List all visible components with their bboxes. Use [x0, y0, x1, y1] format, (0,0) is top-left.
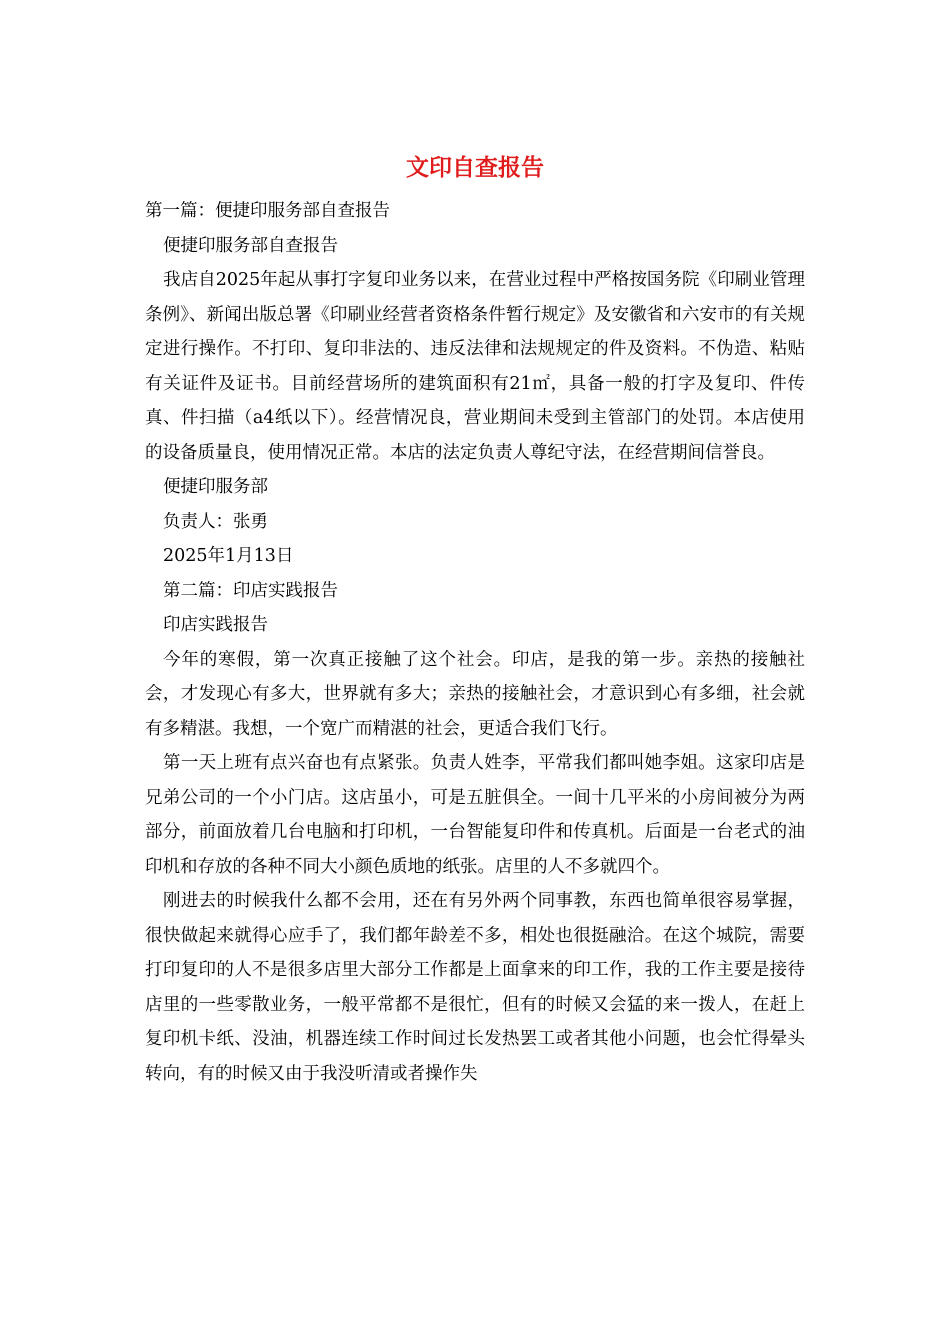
document-title: 文印自查报告 [406, 154, 544, 181]
paragraph: 第一天上班有点兴奋也有点紧张。负责人姓李，平常我们都叫她李姐。这家印店是兄弟公司的一个小门店。这店虽小，可是五脏俱全。一间十几平米的小房间被分为两部分，前面放着几台电脑和打印机，一台智能复印件和传真机。后面是一台老式的油印机和存放的各种不同大小颜色质地的纸张。店里的人不多就四个。 [145, 753, 805, 877]
subtitle-1: 便捷印服务部自查报告 [163, 235, 338, 256]
signature-org: 便捷印服务部 [163, 477, 268, 497]
subtitle-2: 印店实践报告 [163, 615, 268, 635]
paragraph: 今年的寒假，第一次真正接触了这个社会。印店，是我的第一步。亲热的接触社会，才发现心有多大，世界就有多大；亲热的接触社会，才意识到心有多细，社会就有多精湛。我想，一个宽广而精湛的社会，更适合我们飞行。 [145, 649, 805, 739]
paragraph: 刚进去的时候我什么都不会用，还在有另外两个同事教，东西也简单很容易掌握，很快做起来就得心应手了，我们都年龄差不多，相处也很挺融洽。在这个城院，需要打印复印的人不是很多店里大部分工作都是上面拿来的印工作，我的工作主要是接待店里的一些零散业务，一般平常都不是很忙，但有的时候又会猛的来一拨人，在赶上复印机卡纸、没油，机器连续工作时间过长发热罢工或者其他小问题，也会忙得晕头转向，有的时候又由于我没听清或者操作失 [145, 891, 805, 1084]
signature-date: 2025年1月13日 [163, 546, 294, 566]
paragraph: 我店自2025年起从事打字复印业务以来，在营业过程中严格按国务院《印刷业管理条例》、新闻出版总署《印刷业经营者资格条件暂行规定》及安徽省和六安市的有关规定进行操作。不打印、复印非法的、违反法律和法规规定的件及资料。不伪造、粘贴有关证件及证书。目前经营场所的建筑面积有21㎡，具备一般的打字及复印、件传真、件扫描（a4纸以下）。经营情况良，营业期间未受到主管部门的处罚。本店使用的设备质量良，使用情况正常。本店的法定负责人尊纪守法，在经营期间信誉良。 [145, 270, 805, 463]
document-body [145, 194, 805, 1091]
section-heading-2: 第二篇：印店实践报告 [163, 580, 338, 601]
section-heading-1: 第一篇：便捷印服务部自查报告 [145, 201, 390, 221]
signature-person: 负责人：张勇 [163, 511, 268, 532]
